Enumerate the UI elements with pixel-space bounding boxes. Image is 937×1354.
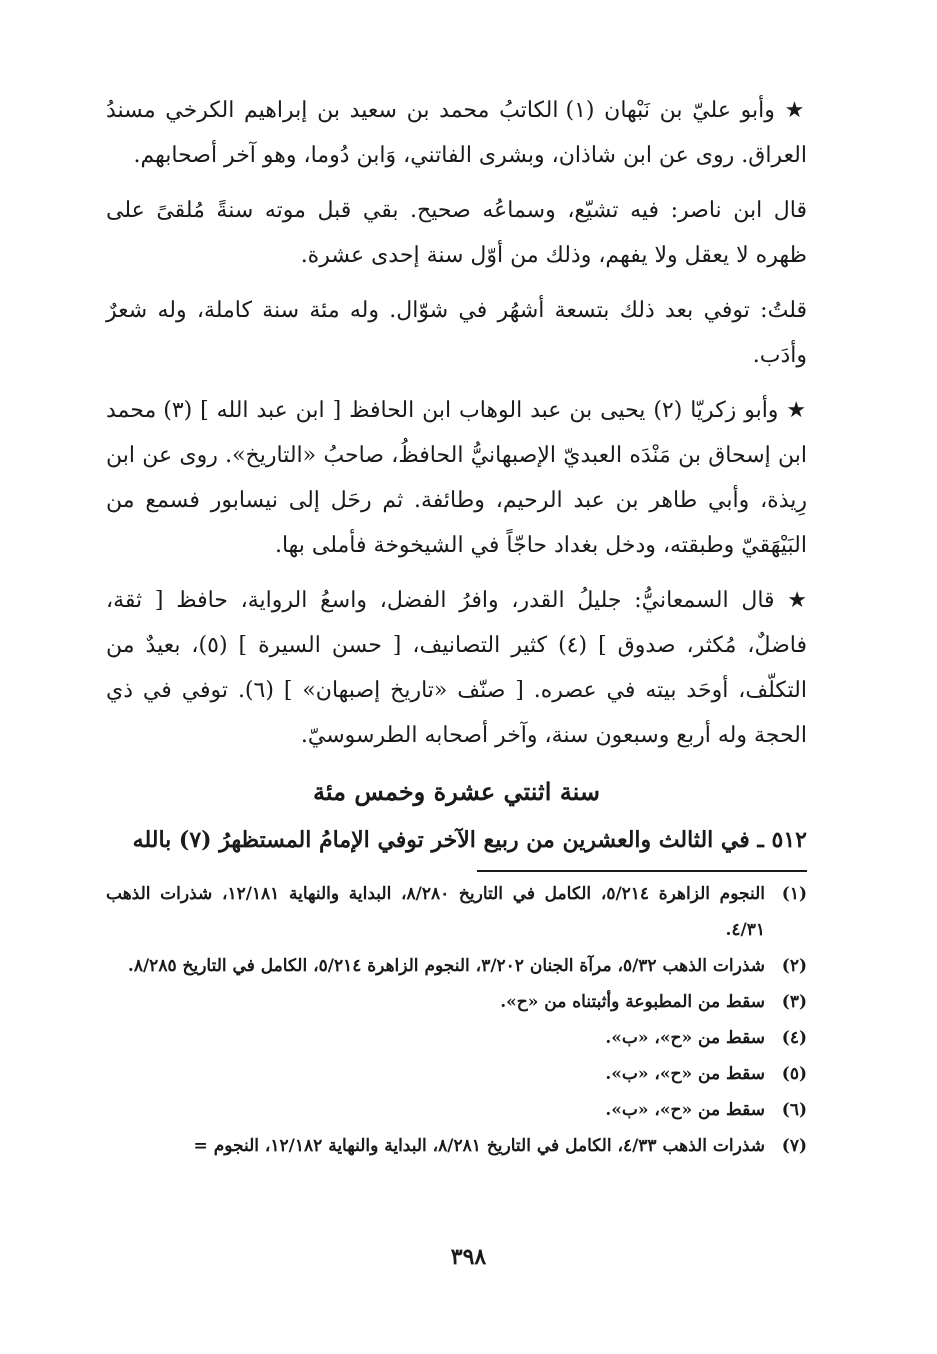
footnote-text: النجوم الزاهرة ٥/٢١٤، الكامل في التاريخ ٨/٢٨٠، البداية والنهاية ١٢/١٨١، شذرات الذهب ٤/٣١. — [106, 884, 765, 940]
footnotes — [106, 876, 807, 1164]
entry-512: ٥١٢ ـ في الثالث والعشرين من ربيع الآخر توفي الإمامُ المستظهرُ (٧) بالله — [132, 827, 807, 853]
footnote-text: سقط من «ح»، «ب». — [605, 1100, 765, 1120]
footnote-number: (١) — [781, 884, 807, 904]
page-number: ٣٩٨ — [450, 1244, 487, 1270]
footnote-text: شذرات الذهب ٥/٣٢، مرآة الجنان ٣/٢٠٢، النجوم الزاهرة ٥/٢١٤، الكامل في التاريخ ٨/٢٨٥. — [127, 956, 765, 976]
footnote — [106, 1092, 807, 1128]
footnote-text: سقط من المطبوعة وأثبتناه من «ح». — [500, 992, 765, 1012]
footnote-number: (٦) — [781, 1100, 807, 1120]
paragraph-author-note: قلتُ: توفي بعد ذلك بتسعة أشهُر في شوّال. وله مئة سنة كاملة، وله شعرٌ وأدَب. — [106, 298, 807, 368]
paragraph-ibn-nabhan: ★ وأبو عليّ بن نَبْهان (١) الكاتبُ محمد بن سعيد بن إبراهيم الكرخي مسندُ العراق. روى عن ابن شاذان، وبشرى الفاتني، وَابن دُوما، وهو آخر أصحابهم. — [106, 98, 807, 168]
footnote-number: (٣) — [781, 992, 807, 1012]
footnote — [106, 948, 807, 984]
paragraph-samani: ★ قال السمعانيُّ: جليلُ القدر، وافرُ الفضل، واسعُ الرواية، حافظ [ ثقة، فاضلٌ، مُكثر، صدوق ] (٤) كثير التصانيف، [ حسن السيرة ] (٥)، بعيدٌ من التكلّف، أوحَد بيته في عصره. [ صنّف «تاريخ إصبهان» ] (٦). توفي في ذي الحجة وله أربع وسبعون سنة، وآخر أصحابه الطرسوسيّ. — [106, 588, 808, 748]
paragraph-abu-zakariya: ★ وأبو زكريّا (٢) يحيى بن عبد الوهاب ابن الحافظ [ ابن عبد الله ] (٣) محمد ابن إسحاق بن مَنْدَه العبديّ الإصبهانيُّ الحافظُ، صاحبُ «التاريخ». روى عن ابن رِيذة، وأبي طاهر بن عبد الرحيم، وطائفة. ثم رحَل إلى نيسابور فسمع من البَيْهَقيّ وطبقته، ودخل بغداد حاجّاً في الشيخوخة فأملى بها. — [106, 398, 807, 558]
footnote-number: (٤) — [781, 1028, 807, 1048]
footnote — [106, 984, 807, 1020]
footnote-number: (٧) — [781, 1136, 807, 1156]
footnote-number: (٢) — [781, 956, 807, 976]
footnote-text: سقط من «ح»، «ب». — [605, 1028, 765, 1048]
footnote-divider — [477, 870, 807, 872]
footnote-number: (٥) — [781, 1064, 807, 1084]
footnote-text: شذرات الذهب ٤/٣٣، الكامل في التاريخ ٨/٢٨١، البداية والنهاية ١٢/١٨٢، النجوم = — [193, 1136, 765, 1156]
footnote — [106, 1020, 807, 1056]
footnote — [106, 876, 807, 948]
paragraph-ibn-nasir: قال ابن ناصر: فيه تشيّع، وسماعُه صحيح. بقي قبل موته سنةً مُلقىً على ظهره لا يعقل ولا يفهم، وذلك من أوّل سنة إحدى عشرة. — [106, 198, 807, 268]
footnote-text: سقط من «ح»، «ب». — [605, 1064, 765, 1084]
footnote — [106, 1128, 807, 1164]
section-heading: سنة اثنتي عشرة وخمس مئة — [313, 777, 600, 806]
footnote — [106, 1056, 807, 1092]
